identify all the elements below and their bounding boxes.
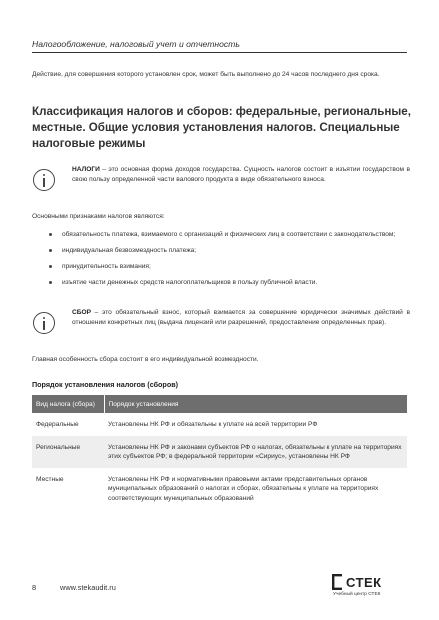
table-row [32, 436, 407, 468]
running-header: Налогообложение, налоговый учет и отчетность [32, 39, 240, 49]
fee-main-feature: Главная особенность сбора состоит в его индивидуальной возмездности. [32, 356, 259, 363]
taxes-definition [72, 165, 410, 184]
info-dot [43, 174, 45, 176]
column-header-kind: Вид налога (сбора) [32, 395, 104, 413]
website-link[interactable]: www.stekaudit.ru [60, 583, 116, 592]
info-bar [43, 321, 45, 330]
cell-kind: Местные [36, 475, 64, 483]
list-item: изъятие части денежных средств налогоплательщиков в пользу публичной власти. [62, 278, 412, 288]
list-item: обязательность платежа, взимаемого с организаций и физических лиц в соответствии с законодательством; [62, 230, 412, 240]
section-heading: Классификация налогов и сборов: федеральные, региональные, местные. Общие условия установления налогов. Специальные налоговые режимы [32, 105, 411, 150]
table-title: Порядок установления налогов (сборов) [32, 380, 179, 389]
info-circle-icon [33, 169, 55, 191]
logo-subtitle: Учебный центр СТЕК [333, 592, 381, 597]
table-header-row [32, 395, 407, 413]
column-header-order: Порядок установления [104, 395, 407, 413]
list-item: индивидуальная безвозмездность платежа; [62, 246, 412, 256]
page-number: 8 [32, 583, 37, 592]
features-intro: Основными признаками налогов являются: [32, 213, 165, 220]
cell-order: Установлены НК РФ и обязательны к уплате на всей территории РФ [108, 421, 318, 428]
fee-definition [72, 308, 410, 327]
cell-kind: Федеральные [36, 421, 79, 428]
table-row [32, 413, 407, 436]
header-divider [32, 52, 407, 53]
logo-wordmark: СТЕК [346, 575, 382, 590]
intro-paragraph: Действие, для совершения которого установлен срок, может быть выполнено до 24 часов последнего дня срока. [32, 71, 380, 78]
fee-definition-text: – это обязательный взнос, который взимается за совершение юридически значимых действий в отношении конкретных лиц (выдача лицензий или разрешений, предоставление определенных прав). [72, 309, 410, 326]
cell-kind: Региональные [32, 436, 104, 468]
taxes-definition-text: – это основная форма доходов государства. Сущность налогов состоит в изъятии государством в свою пользу определенной части валового продукта в виде обязательного взноса. [72, 166, 410, 183]
info-bar [43, 178, 45, 187]
fee-term: СБОР [72, 309, 92, 316]
info-dot [43, 317, 45, 319]
features-list [62, 230, 412, 294]
stek-logo [332, 573, 408, 601]
taxes-term: НАЛОГИ [72, 166, 100, 173]
list-item: принудительность взимания; [62, 262, 412, 272]
info-circle-icon [33, 312, 55, 334]
table-row [32, 468, 407, 510]
cell-order: Установлены НК РФ и законами субъектов РФ о налогах, обязательны к уплате на территориях этих субъектов РФ; в федеральной территории «Сириус», установлены НК РФ [104, 436, 407, 468]
cell-order: Установлены НК РФ и нормативными правовыми актами представительных органов муниципальных образований о налогах и сборах, обязательны к уплате на территориях соответствующих муниципальных образований [108, 475, 379, 502]
tax-types-table [32, 395, 407, 510]
